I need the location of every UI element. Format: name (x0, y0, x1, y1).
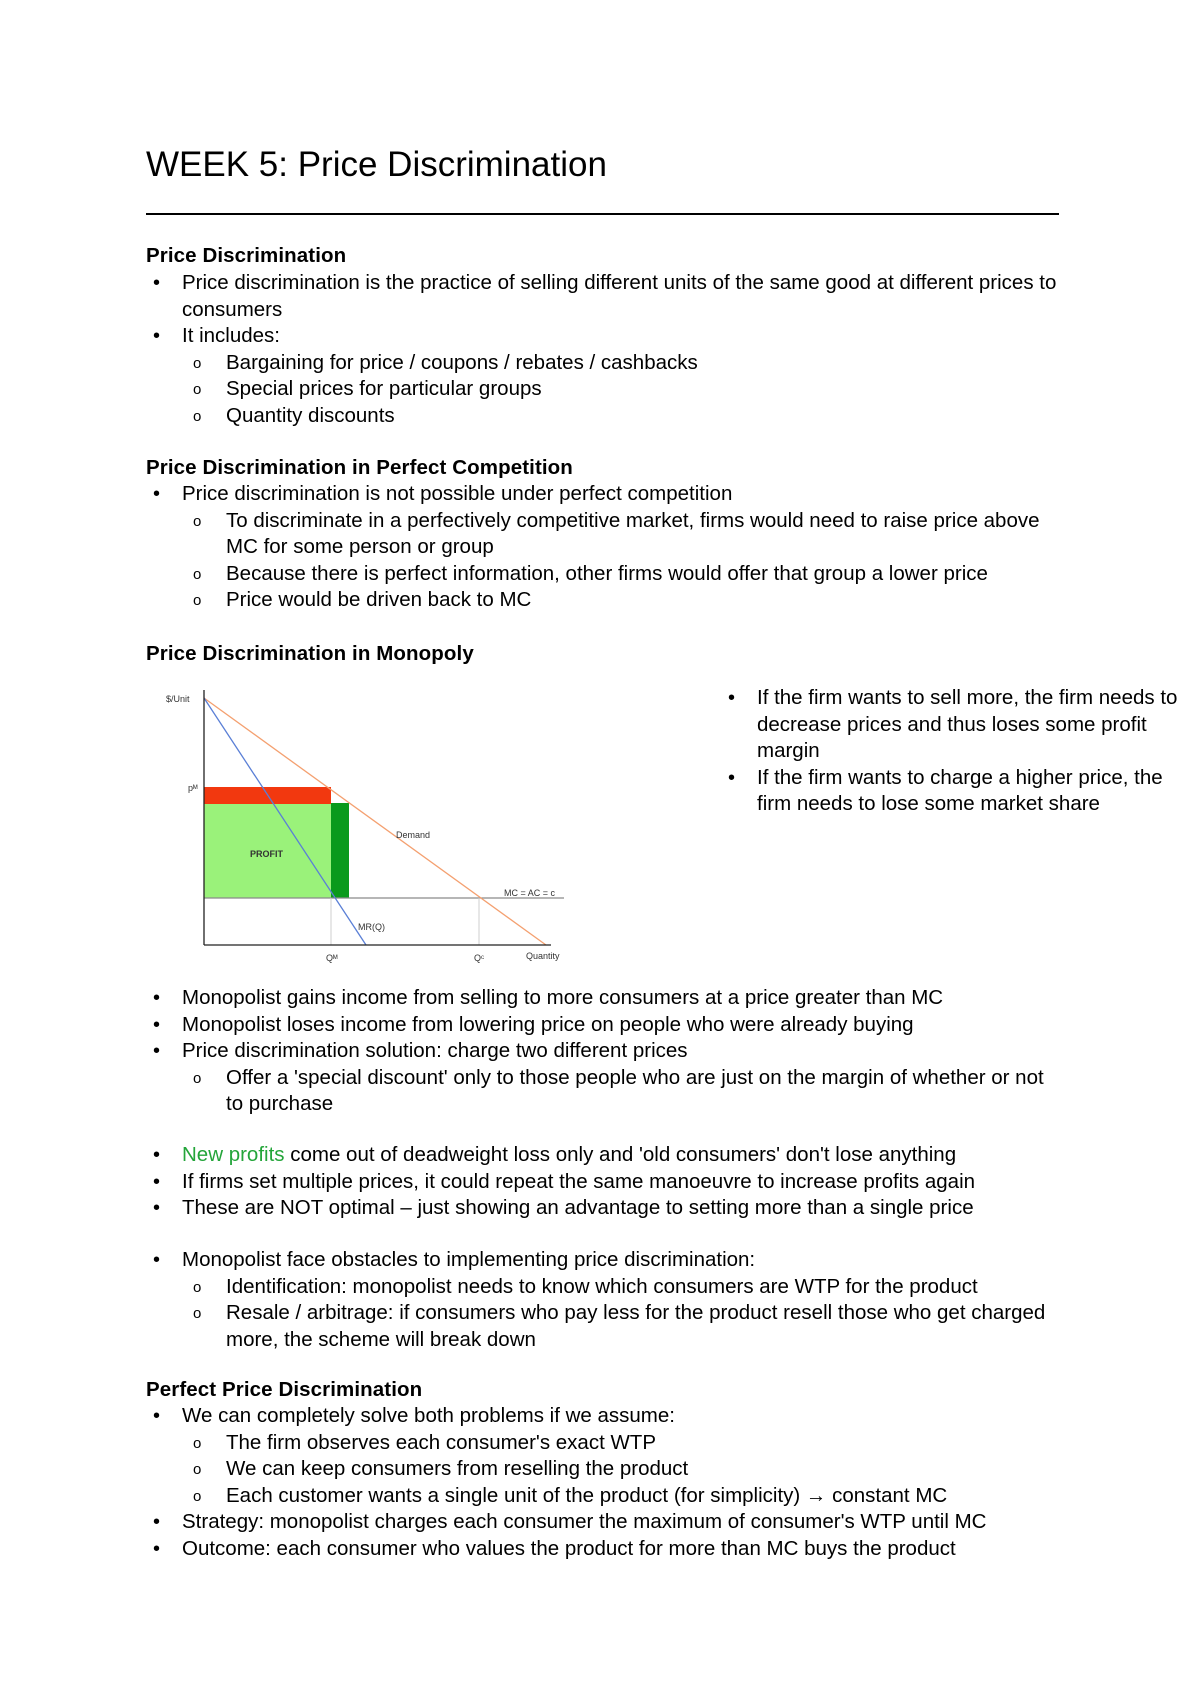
section-3-list-a (146, 985, 1066, 1118)
section-4-list (146, 1403, 1086, 1562)
section-3-list-c (146, 1247, 1066, 1353)
list-item: • If the firm wants to sell more, the firm needs to decrease prices and thus loses some profit margin (721, 685, 1186, 765)
heading-monopoly: Price Discrimination in Monopoly (146, 642, 474, 665)
list-item: • It includes: (146, 323, 1066, 350)
list-item: • Monopolist face obstacles to implementing price discrimination: (146, 1247, 1066, 1274)
x-axis-label: Quantity (526, 951, 560, 961)
list-item: • If firms set multiple prices, it could repeat the same manoeuvre to increase profits again (146, 1169, 1066, 1196)
sub-list-item: o We can keep consumers from reselling the product (146, 1456, 1086, 1483)
qc-label: Qᶜ (474, 953, 485, 963)
side-bullets (721, 685, 1186, 818)
sub-list-item: o Because there is perfect information, other firms would offer that group a lower price (146, 561, 1066, 588)
list-item: • Price discrimination is the practice of selling different units of the same good at different prices to consumers (146, 270, 1066, 323)
heading-perfect-price-discrimination: Perfect Price Discrimination (146, 1378, 423, 1401)
price-label: pᴹ (188, 783, 198, 793)
sub-list-item: o Special prices for particular groups (146, 376, 1066, 403)
profit-label: PROFIT (250, 849, 283, 859)
extra-profit-area (331, 803, 349, 898)
section-1-list (146, 270, 1066, 429)
heading-perfect-competition: Price Discrimination in Perfect Competition (146, 456, 573, 479)
monopoly-diagram (146, 680, 566, 970)
sub-list-item: o Identification: monopolist needs to know which consumers are WTP for the product (146, 1274, 1066, 1301)
y-axis-label: $/Unit (166, 694, 190, 704)
page-title: WEEK 5: Price Discrimination (146, 145, 607, 184)
list-item: • Price discrimination solution: charge two different prices (146, 1038, 1066, 1065)
sub-list-item: o Bargaining for price / coupons / rebates / cashbacks (146, 350, 1066, 377)
title-divider (146, 213, 1059, 215)
sub-list-item: o Each customer wants a single unit of the product (for simplicity) → constant MC (146, 1483, 1086, 1510)
qm-label: Qᴹ (326, 953, 338, 963)
new-profits-highlight: New profits (182, 1143, 285, 1166)
list-item: • We can completely solve both problems if we assume: (146, 1403, 1086, 1430)
list-item: • If the firm wants to charge a higher price, the firm needs to lose some market share (721, 765, 1186, 818)
sub-list-item: o Price would be driven back to MC (146, 587, 1066, 614)
list-item: • New profits come out of deadweight loss only and 'old consumers' don't lose anything (146, 1142, 1066, 1169)
demand-label: Demand (396, 830, 431, 840)
mr-label: MR(Q) (358, 922, 385, 932)
sub-list-item: o The firm observes each consumer's exact WTP (146, 1430, 1086, 1457)
mc-label: MC = AC = c (504, 888, 556, 898)
list-item: • Monopolist loses income from lowering price on people who were already buying (146, 1012, 1066, 1039)
heading-price-discrimination: Price Discrimination (146, 244, 347, 267)
sub-list-item: o Offer a 'special discount' only to those people who are just on the margin of whether or not to purchase (146, 1065, 1066, 1118)
list-item: • Strategy: monopolist charges each consumer the maximum of consumer's WTP until MC (146, 1509, 1086, 1536)
sub-list-item: o Quantity discounts (146, 403, 1066, 430)
list-item: • Outcome: each consumer who values the product for more than MC buys the product (146, 1536, 1086, 1563)
section-2-list (146, 481, 1066, 614)
section-3-list-b (146, 1142, 1066, 1222)
list-item: • These are NOT optimal – just showing an advantage to setting more than a single price (146, 1195, 1066, 1222)
sub-list-item: o To discriminate in a perfectively competitive market, firms would need to raise price above MC for some person or group (146, 508, 1066, 561)
list-item: • Monopolist gains income from selling to more consumers at a price greater than MC (146, 985, 1066, 1012)
sub-list-item: o Resale / arbitrage: if consumers who pay less for the product resell those who get charged more, the scheme will break down (146, 1300, 1066, 1353)
list-item: • Price discrimination is not possible under perfect competition (146, 481, 1066, 508)
